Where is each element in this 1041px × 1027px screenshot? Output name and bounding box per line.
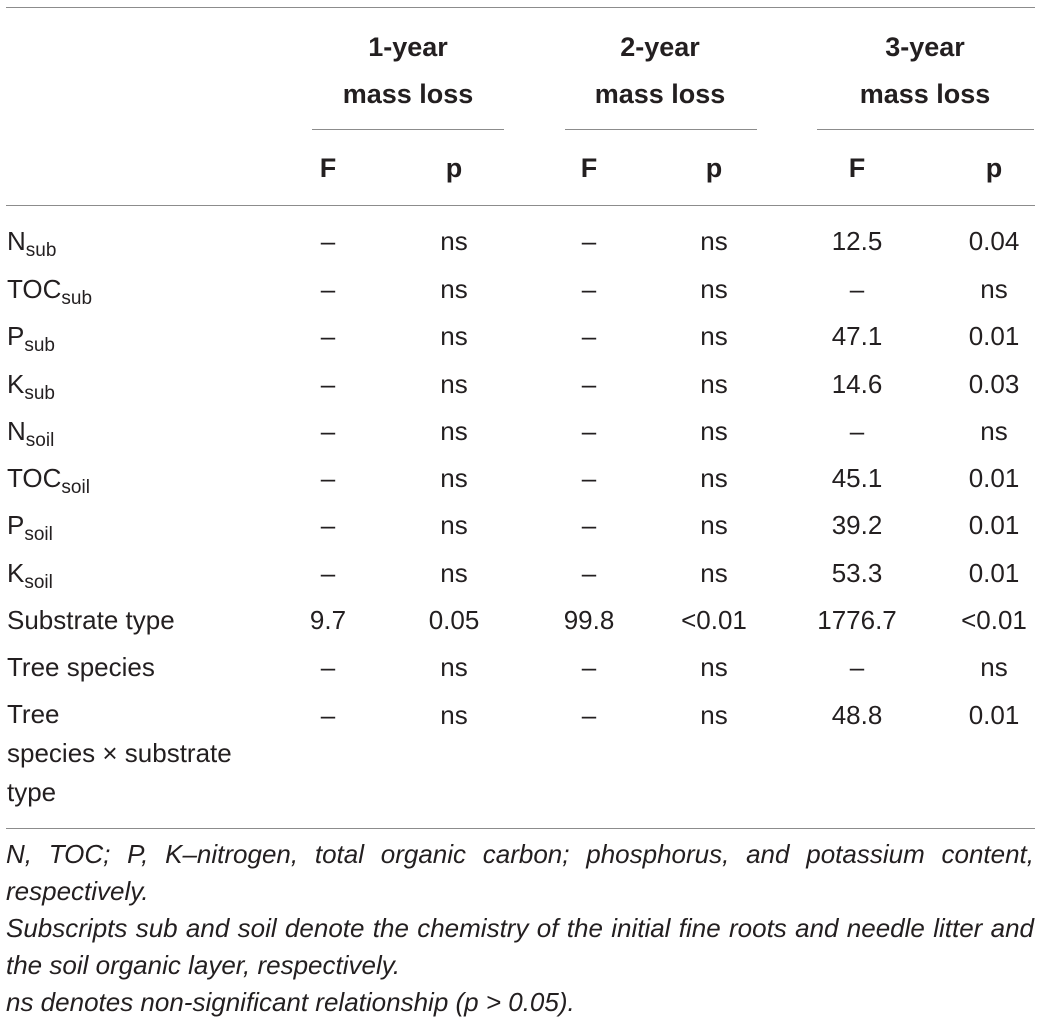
header-rule bbox=[6, 205, 1035, 206]
cell-2-year-p: ns bbox=[700, 463, 728, 493]
cell-1-year-p: ns bbox=[440, 510, 468, 540]
cell-3-year-p: 0.01 bbox=[968, 463, 1020, 493]
table-row bbox=[0, 597, 1041, 644]
group-header-line1: 1-year bbox=[368, 32, 448, 62]
cell-3-year-p: 0.01 bbox=[968, 700, 1020, 730]
cell-1-year-p: ns bbox=[440, 369, 468, 399]
cell-1-year-f: – bbox=[320, 274, 336, 304]
table-row bbox=[0, 644, 1041, 691]
row-label-base: Tree species bbox=[7, 652, 155, 682]
cell-2-year-f: – bbox=[581, 369, 597, 399]
row-label bbox=[7, 550, 53, 597]
row-label-line2: species × substrate bbox=[7, 738, 232, 768]
group-header-line2: mass loss bbox=[594, 79, 726, 109]
table-row bbox=[0, 550, 1041, 597]
cell-2-year-p: ns bbox=[700, 226, 728, 256]
cell-1-year-f: – bbox=[320, 321, 336, 351]
row-label-base: TOC bbox=[7, 463, 62, 493]
footnote-ns: ns denotes non-significant relationship (p > 0.05). bbox=[6, 987, 575, 1017]
table-row bbox=[0, 266, 1041, 313]
cell-3-year-f: 48.8 bbox=[831, 700, 883, 730]
cell-2-year-f: – bbox=[581, 558, 597, 588]
cell-1-year-p: ns bbox=[440, 274, 468, 304]
group-header-line2: mass loss bbox=[859, 79, 991, 109]
cell-3-year-f: 53.3 bbox=[831, 558, 883, 588]
cell-3-year-f: 1776.7 bbox=[817, 605, 897, 635]
table-top-rule bbox=[6, 7, 1035, 8]
cell-1-year-f: 9.7 bbox=[309, 605, 347, 635]
table-footnotes bbox=[6, 836, 1034, 1021]
table-row bbox=[0, 361, 1041, 408]
cell-1-year-f: – bbox=[320, 226, 336, 256]
group-header-line1: 3-year bbox=[885, 32, 965, 62]
cell-2-year-p: ns bbox=[700, 700, 728, 730]
cell-2-year-p: ns bbox=[700, 510, 728, 540]
cell-1-year-p: ns bbox=[440, 463, 468, 493]
group-header-3-year bbox=[825, 24, 1025, 118]
row-label bbox=[7, 695, 232, 812]
row-label bbox=[7, 266, 92, 313]
cell-3-year-f: 47.1 bbox=[831, 321, 883, 351]
cell-1-year-f: – bbox=[320, 510, 336, 540]
row-label bbox=[7, 455, 90, 502]
cell-1-year-f: – bbox=[320, 416, 336, 446]
row-label-subscript: soil bbox=[61, 477, 90, 498]
cell-1-year-f: – bbox=[320, 369, 336, 399]
table-row bbox=[0, 408, 1041, 455]
footnote-abbreviations: N, TOC; P, K–nitrogen, total organic carbon; phosphorus, and potassium content, respectively. bbox=[6, 839, 1034, 906]
cell-2-year-p: ns bbox=[700, 321, 728, 351]
row-label-base: N bbox=[7, 226, 26, 256]
row-label-base: P bbox=[7, 510, 25, 540]
cell-3-year-f: 45.1 bbox=[831, 463, 883, 493]
cell-2-year-f: – bbox=[581, 463, 597, 493]
subheader-p-3: p bbox=[985, 153, 1003, 183]
cell-3-year-f: 14.6 bbox=[831, 369, 883, 399]
row-label-base: N bbox=[7, 416, 26, 446]
row-label bbox=[7, 361, 55, 408]
row-label-base: Substrate type bbox=[7, 605, 175, 635]
cell-1-year-p: ns bbox=[440, 700, 468, 730]
cell-1-year-p: 0.05 bbox=[428, 605, 480, 635]
cell-1-year-f: – bbox=[320, 700, 336, 730]
cell-2-year-f: – bbox=[581, 416, 597, 446]
subheader-f-3: F bbox=[848, 153, 866, 183]
cell-1-year-f: – bbox=[320, 652, 336, 682]
group-underline-3-year bbox=[817, 129, 1034, 130]
cell-3-year-f: – bbox=[849, 274, 865, 304]
cell-3-year-p: <0.01 bbox=[961, 605, 1027, 635]
row-label-subscript: sub bbox=[25, 240, 57, 261]
cell-3-year-p: 0.01 bbox=[968, 510, 1020, 540]
row-label-line1: Tree bbox=[7, 699, 60, 729]
cell-3-year-f: – bbox=[849, 652, 865, 682]
row-label-base: TOC bbox=[7, 274, 62, 304]
cell-2-year-p: ns bbox=[700, 652, 728, 682]
cell-2-year-f: – bbox=[581, 652, 597, 682]
cell-1-year-f: – bbox=[320, 558, 336, 588]
footer-rule bbox=[6, 828, 1035, 829]
cell-2-year-f: – bbox=[581, 510, 597, 540]
cell-1-year-p: ns bbox=[440, 321, 468, 351]
cell-3-year-f: 39.2 bbox=[831, 510, 883, 540]
group-header-line2: mass loss bbox=[342, 79, 474, 109]
row-label-base: P bbox=[7, 321, 25, 351]
cell-3-year-p: 0.03 bbox=[968, 369, 1020, 399]
group-header-1-year bbox=[308, 24, 508, 118]
row-label bbox=[7, 502, 53, 549]
row-label bbox=[7, 218, 56, 265]
cell-2-year-p: <0.01 bbox=[681, 605, 747, 635]
cell-1-year-p: ns bbox=[440, 558, 468, 588]
subheader-p-2: p bbox=[705, 153, 723, 183]
cell-2-year-f: – bbox=[581, 321, 597, 351]
table-row bbox=[0, 218, 1041, 265]
cell-1-year-f: – bbox=[320, 463, 336, 493]
cell-1-year-p: ns bbox=[440, 652, 468, 682]
row-label bbox=[7, 408, 54, 455]
row-label bbox=[7, 644, 155, 691]
subheader-p-1: p bbox=[445, 153, 463, 183]
group-underline-2-year bbox=[565, 129, 757, 130]
row-label-subscript: soil bbox=[24, 572, 53, 593]
subheader-f-1: F bbox=[319, 153, 337, 183]
cell-3-year-f: 12.5 bbox=[831, 226, 883, 256]
cell-3-year-f: – bbox=[849, 416, 865, 446]
row-label-subscript: soil bbox=[24, 524, 53, 545]
cell-3-year-p: ns bbox=[980, 274, 1008, 304]
cell-3-year-p: 0.01 bbox=[968, 321, 1020, 351]
cell-2-year-f: 99.8 bbox=[563, 605, 615, 635]
cell-2-year-f: – bbox=[581, 700, 597, 730]
cell-2-year-p: ns bbox=[700, 416, 728, 446]
row-label-base: K bbox=[7, 558, 25, 588]
subheader-f-2: F bbox=[580, 153, 598, 183]
cell-3-year-p: ns bbox=[980, 652, 1008, 682]
group-header-2-year bbox=[560, 24, 760, 118]
cell-1-year-p: ns bbox=[440, 416, 468, 446]
cell-1-year-p: ns bbox=[440, 226, 468, 256]
row-label-line3: type bbox=[7, 777, 57, 807]
row-label-subscript: sub bbox=[24, 335, 55, 356]
cell-2-year-p: ns bbox=[700, 274, 728, 304]
cell-3-year-p: 0.01 bbox=[968, 558, 1020, 588]
cell-2-year-f: – bbox=[581, 274, 597, 304]
row-label bbox=[7, 597, 175, 644]
cell-2-year-f: – bbox=[581, 226, 597, 256]
cell-2-year-p: ns bbox=[700, 369, 728, 399]
row-label-base: K bbox=[7, 369, 25, 399]
table-row bbox=[0, 692, 1041, 812]
footnote-subscripts: Subscripts sub and soil denote the chemistry of the initial fine roots and needle litter and the soil organic layer, respectively. bbox=[6, 913, 1034, 980]
row-label-subscript: sub bbox=[61, 288, 93, 309]
cell-3-year-p: ns bbox=[980, 416, 1008, 446]
row-label-subscript: sub bbox=[24, 383, 55, 404]
cell-2-year-p: ns bbox=[700, 558, 728, 588]
group-header-line1: 2-year bbox=[620, 32, 700, 62]
row-label bbox=[7, 313, 55, 360]
table-row bbox=[0, 455, 1041, 502]
cell-3-year-p: 0.04 bbox=[968, 226, 1020, 256]
group-underline-1-year bbox=[312, 129, 504, 130]
row-label-subscript: soil bbox=[25, 430, 55, 451]
table-row bbox=[0, 313, 1041, 360]
table-row bbox=[0, 502, 1041, 549]
